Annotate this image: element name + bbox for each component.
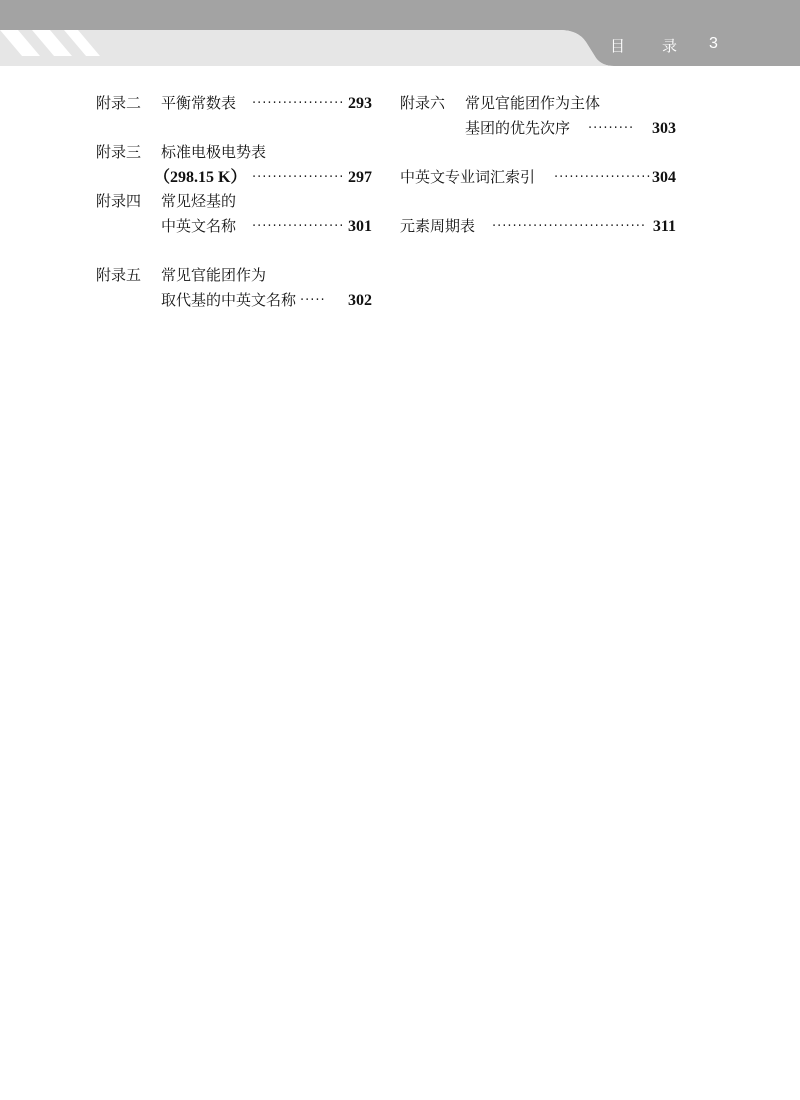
toc-leader-dots: ·················· xyxy=(252,170,345,185)
toc-entry-title: 中英文专业词汇索引 xyxy=(400,168,536,186)
toc-entry-title-line-2: 取代基的中英文名称 xyxy=(161,291,297,309)
toc-entry-page: 293 xyxy=(348,95,372,112)
header-title-char-2: 录 xyxy=(662,37,678,55)
toc-entry-prefix: 附录二 xyxy=(96,94,142,112)
toc-entry[interactable] xyxy=(96,263,376,313)
toc-entry-page: 297 xyxy=(348,169,372,186)
toc-entry-title: 常见官能团作为主体 xyxy=(465,94,601,112)
toc-entry[interactable] xyxy=(400,165,680,190)
toc-entry[interactable] xyxy=(96,189,376,239)
toc-entry-title: 常见官能团作为 xyxy=(161,266,267,284)
toc-entry-title-line-2: 中英文名称 xyxy=(161,217,237,235)
toc-entry-page: 303 xyxy=(652,120,676,137)
toc-leader-dots: ····· xyxy=(300,293,326,308)
toc-leader-dots: ········· xyxy=(588,121,635,136)
toc-entry-page: 302 xyxy=(348,292,372,309)
toc-entry[interactable] xyxy=(400,214,680,239)
toc-entry[interactable] xyxy=(96,91,376,116)
header-title-char-1: 目 xyxy=(610,37,626,55)
toc-leader-dots: ······························ xyxy=(492,219,646,234)
toc-entry-prefix: 附录三 xyxy=(96,143,142,161)
toc-entry-title-line-2: （298.15 K） xyxy=(154,169,247,186)
toc-entry-title: 平衡常数表 xyxy=(161,94,237,112)
toc-entry-prefix: 附录五 xyxy=(96,266,142,284)
toc-leader-dots: ·················· xyxy=(252,219,345,234)
toc-entry[interactable] xyxy=(96,140,376,190)
toc-entry-page: 304 xyxy=(652,169,676,186)
toc-entry[interactable] xyxy=(400,91,680,141)
toc-entry-title: 常见烃基的 xyxy=(161,192,237,210)
toc-entry-title: 元素周期表 xyxy=(400,217,476,235)
toc-entry-prefix: 附录四 xyxy=(96,192,142,210)
toc-leader-dots: ·················· xyxy=(252,96,345,111)
header-page-number: 3 xyxy=(709,35,718,52)
toc-entry-prefix: 附录六 xyxy=(400,94,446,112)
toc-entry-title: 标准电极电势表 xyxy=(161,143,267,161)
toc-entry-title-line-2: 基团的优先次序 xyxy=(465,119,571,137)
toc-entry-page: 301 xyxy=(348,218,372,235)
toc-leader-dots: ··················· xyxy=(554,170,652,185)
toc-entry-page: 311 xyxy=(652,218,676,235)
